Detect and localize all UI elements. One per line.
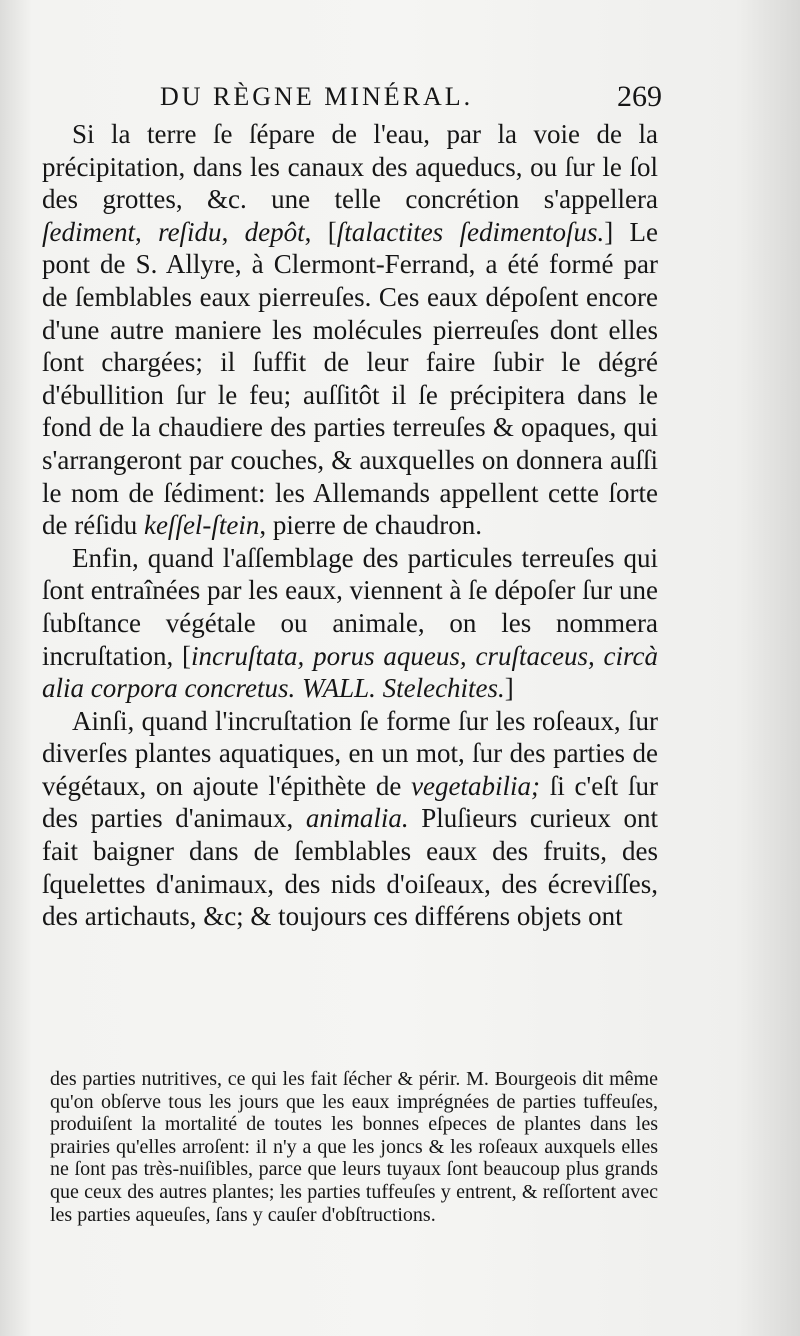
main-text	[42, 118, 658, 933]
paragraph-1-text-cont: ] Le pont de S. Allyre, à Clermont-Ferrand, a été formé par de ſemblables eaux pierreuſes. Ces eaux dépoſent encore d'une autre maniere les molécules pierreuſes dont elles ſont chargées; il ſuffit de leur faire ſubir le dégré d'ébullition ſur le feu; auſſitôt il ſe précipitera dans le fond de la chaudiere des parties terreuſes & opaques, qui s'arrangeront par couches, & auxquelles on donnera auſſi le nom de ſédiment: les Allemands appellent cette ſorte de réſidu	[42, 216, 659, 541]
latin-citation: incruſtata, porus aqueus, cruſtaceus, circà alia corpora concretus. WALL. Stelechites.	[42, 640, 658, 704]
latin-term: ſediment	[42, 216, 135, 247]
punctuation: ,	[134, 216, 159, 247]
latin-term: depôt	[244, 216, 305, 247]
paragraph-3	[42, 705, 658, 933]
latin-term: animalia.	[305, 803, 409, 834]
page-number: 269	[617, 80, 662, 113]
punctuation: ,	[221, 216, 245, 247]
latin-term: vegetabilia;	[411, 770, 541, 801]
paragraph-1-text: Si la terre ſe ſépare de l'eau, par la voie de la précipitation, dans les canaux des aqueducs, ou ſur le ſol des grottes, &c. une telle concrétion s'appellera	[42, 119, 658, 215]
bracket: ]	[504, 673, 514, 704]
footnote	[50, 1068, 658, 1226]
paragraph-2	[42, 542, 658, 705]
punctuation: , [	[304, 216, 337, 247]
paragraph-3-text-cont: ſi c'eſt ſur des parties d'animaux,	[42, 770, 658, 834]
paragraph-2-text: Enfin, quand l'aſſemblage des particules terreuſes qui ſont entraînées par les eaux, viennent à ſe dépoſer ſur une ſubſtance végétale ou animale, on les nommera incruſtation, [	[42, 542, 658, 671]
running-title: DU RÈGNE MINÉRAL.	[160, 82, 474, 111]
paragraph-3-text: Ainſi, quand l'incruſtation ſe forme ſur les roſeaux, ſur diverſes plantes aquatiques, en un mot, ſur des parties de végétaux, on ajoute l'épithète de	[42, 705, 658, 801]
footnote-text: des parties nutritives, ce qui les fait ſécher & périr. M. Bourgeois dit même qu'on obſerve tous les jours que les eaux imprégnées de parties tuffeuſes, produiſent la mortalité de toutes les bonnes eſpeces de plantes dans les prairies qu'elles arroſent: il n'y a que les joncs & les roſeaux auxquels elles ne ſont pas très-nuiſibles, parce que leurs tuyaux ſont beaucoup plus grands que ceux des autres plantes; les parties tuffeuſes y entrent, & reſſortent avec les parties aqueuſes, ſans y cauſer d'obſtructions.	[50, 1068, 658, 1226]
german-term: keſſel-ſtein	[143, 510, 260, 541]
paragraph-1	[42, 118, 658, 542]
paragraph-1-end: , pierre de chaudron.	[259, 510, 483, 541]
latin-term: reſidu	[158, 216, 222, 247]
latin-term: ſtalactites ſedimentoſus.	[336, 216, 605, 247]
page-header	[160, 82, 670, 122]
paragraph-3-end: Pluſieurs curieux ont fait baigner dans de ſemblables eaux des fruits, des ſquelettes d'animaux, des nids d'oiſeaux, des écreviſſes, des artichauts, &c; & toujours ces différens objets ont	[42, 803, 658, 932]
